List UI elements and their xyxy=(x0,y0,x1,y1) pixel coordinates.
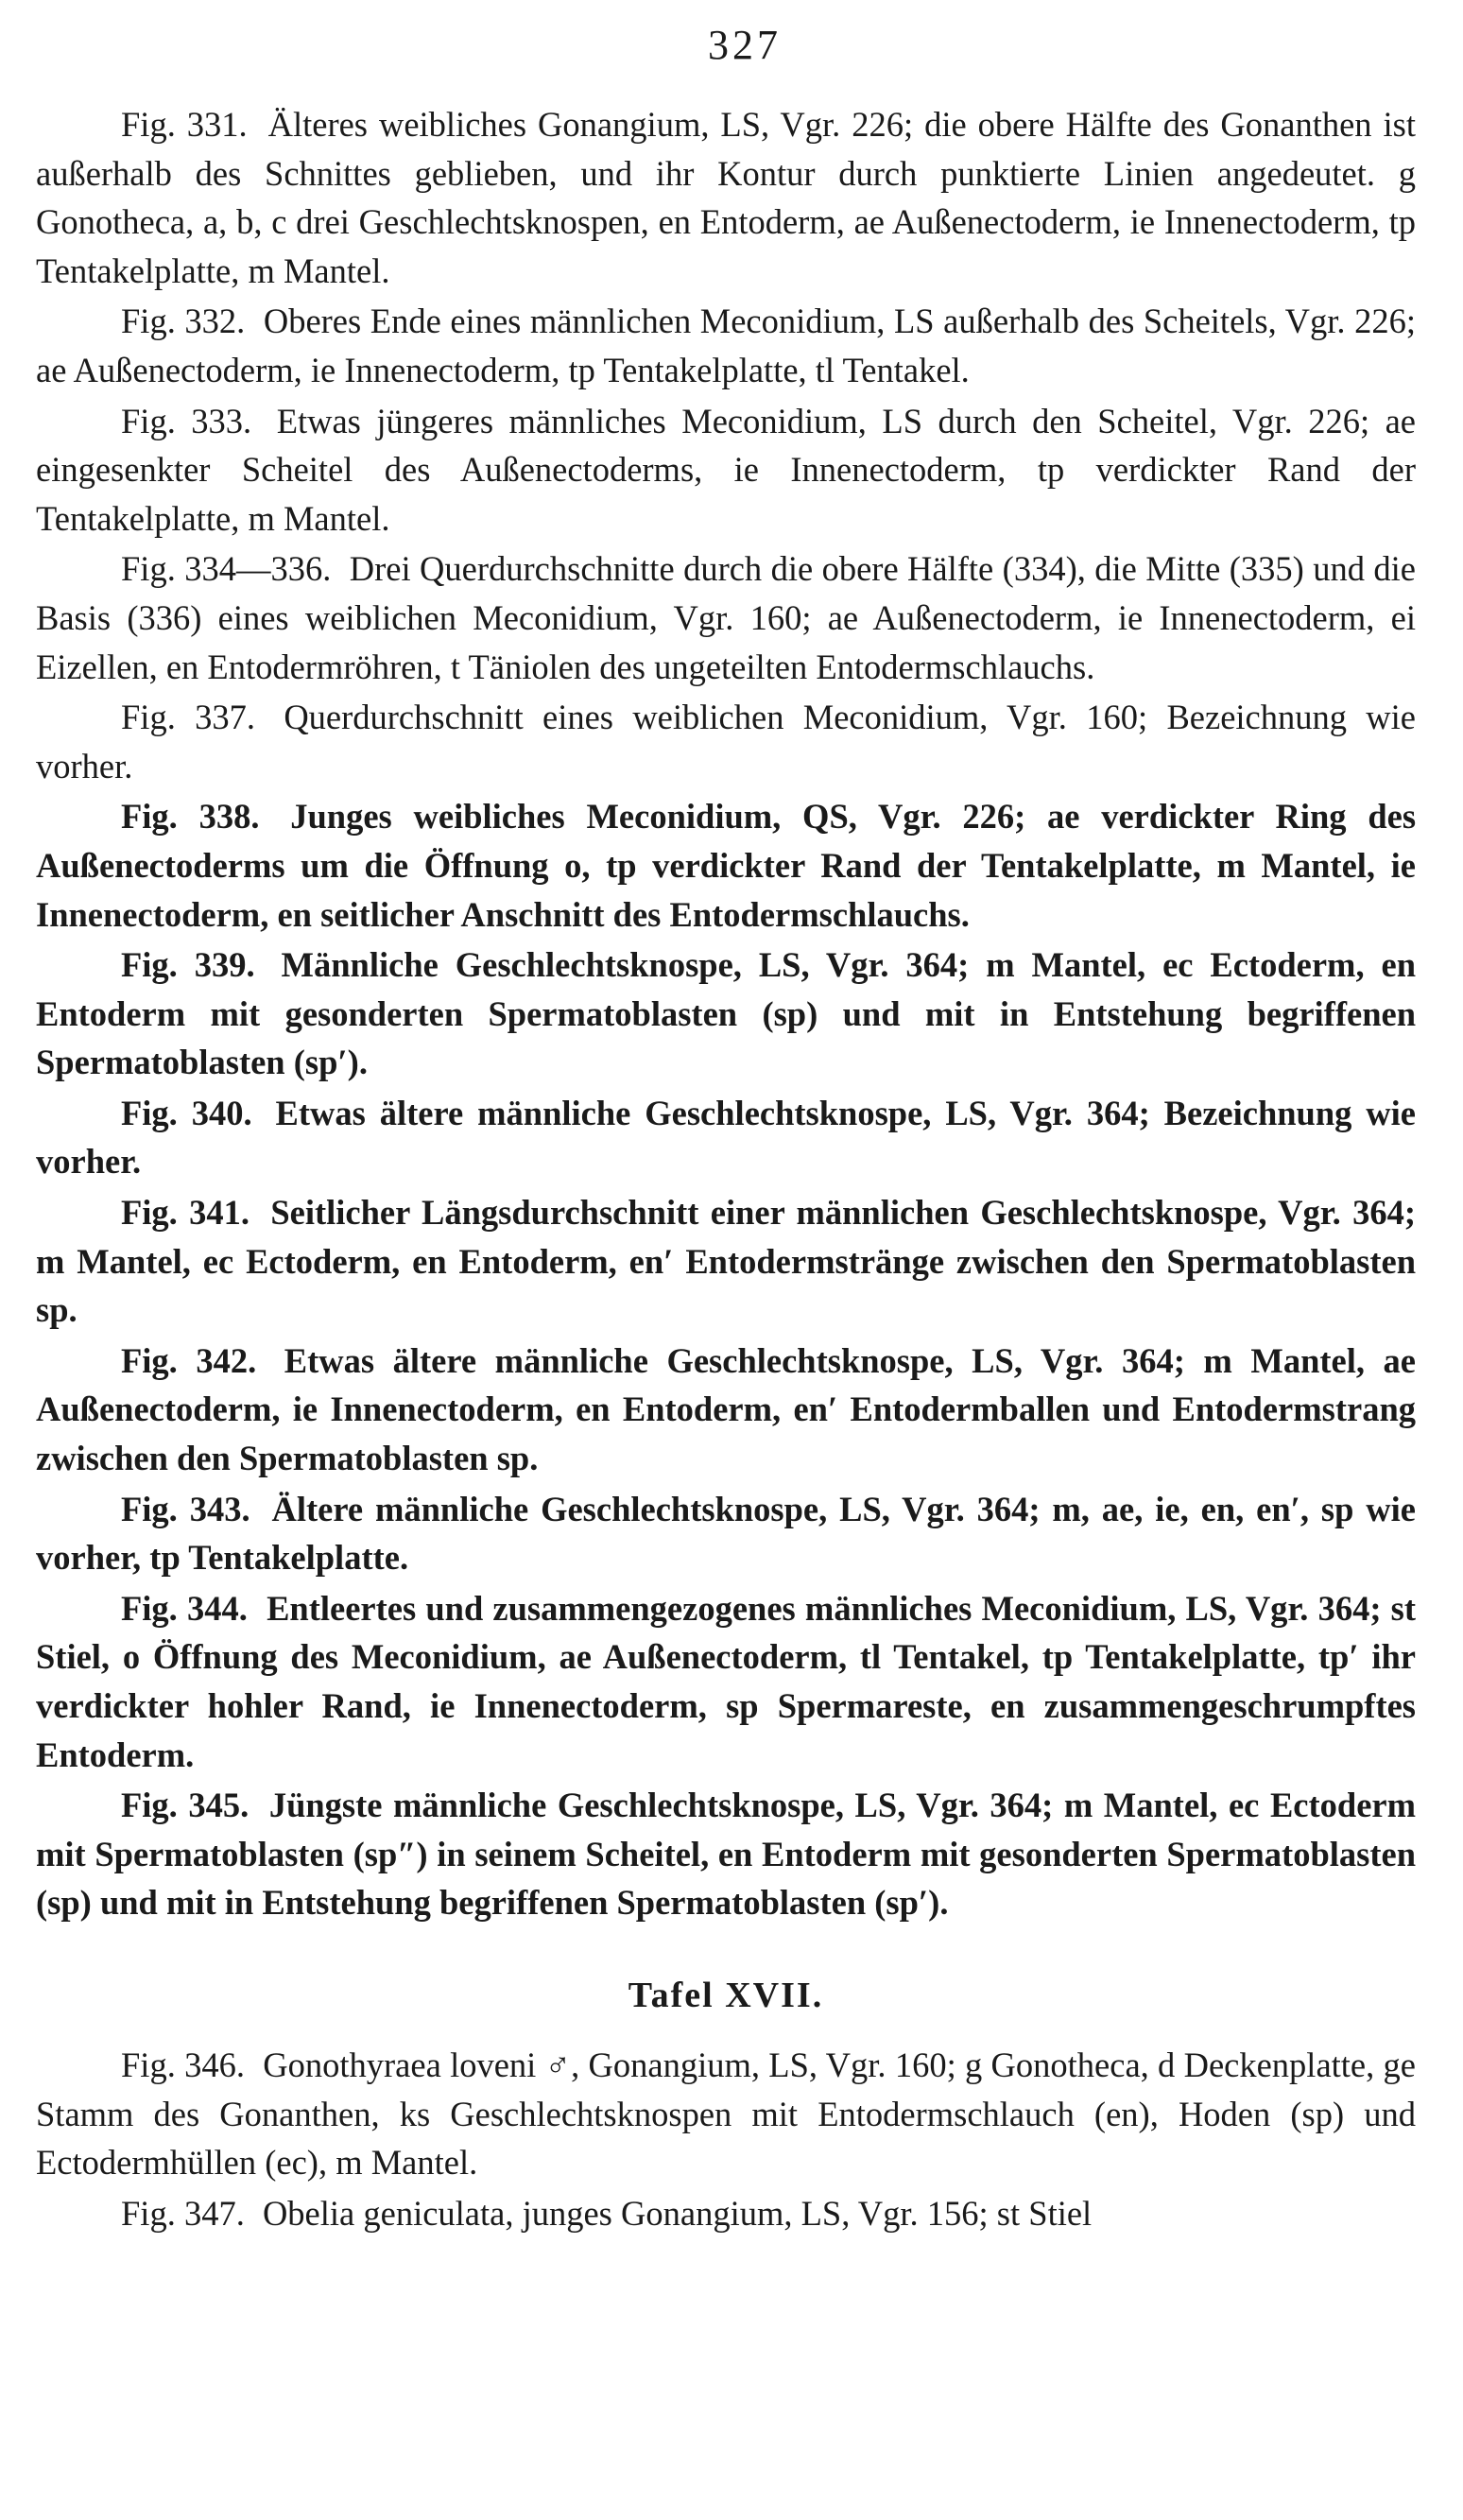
figure-legend-text: Jüngste männliche Geschlechtsknospe, LS, Vgr. 364; m Mantel, ec Ectoderm mit Spermatoblasten (sp″) in seinem Scheitel, en Entoderm mit gesonderten Spermatoblasten (sp) und mit in Entstehung begriffenen Spermatoblasten (sp′). xyxy=(36,1786,1417,1923)
figure-number: Fig. 347. xyxy=(121,2193,245,2233)
figure-number: Fig. 343. xyxy=(121,1489,250,1528)
figure-legend-334-336 xyxy=(36,544,1416,691)
figure-legend-text: Seitlicher Längsdurchschnitt einer männlichen Geschlechtsknospe, Vgr. 364; m Mantel, ec Ectoderm, en Entoderm, en′ Entodermstränge zwischen den Spermatoblasten sp. xyxy=(36,1193,1416,1330)
figure-legend-text: Ältere männliche Geschlechtsknospe, LS, Vgr. 364; m, ae, ie, en, en′, sp wie vorher, tp Tentakelplatte. xyxy=(36,1489,1417,1578)
figure-legend-347 xyxy=(36,2189,1416,2238)
figure-legend-333 xyxy=(36,397,1416,544)
figure-legend-340 xyxy=(36,1089,1416,1186)
figure-legend-text: Entleertes und zusammengezogenes männliches Meconidium, LS, Vgr. 364; st Stiel, o Öffnung des Meconidium, ae Außenectoderm, tl Tentakel, tp Tentakelplatte, tp′ ihr verdickter hohler Rand, ie Innenectoderm, sp Spermareste, en zusammengeschrumpftes Entoderm. xyxy=(36,1588,1417,1774)
figure-number: Fig. 331. xyxy=(121,105,248,144)
figure-legend-text: Gonothyraea loveni ♂, Gonangium, LS, Vgr. 160; g Gonotheca, d Deckenplatte, ge Stamm des Gonanthen, ks Geschlechtsknospen mit Entodermschlauch (en), Hoden (sp) und Ectodermhüllen (ec), m Mantel. xyxy=(36,2045,1416,2183)
figure-number: Fig. 342. xyxy=(121,1340,257,1380)
figure-number: Fig. 341. xyxy=(121,1193,250,1233)
figure-number: Fig. 333. xyxy=(121,401,252,440)
section-heading: Tafel XVII. xyxy=(628,1975,824,2015)
figure-legend-339 xyxy=(36,941,1416,1087)
figure-legend-text: Älteres weibliches Gonangium, LS, Vgr. 226; die obere Hälfte des Gonanthen ist außerhalb des Schnittes geblieben, und ihr Kontur durch punktierte Linien angedeutet. g Gonotheca, a, b, c drei Geschlechtsknospen, en Entoderm, ae Außenectoderm, ie Innenectoderm, tp Tentakelplatte, m Mantel. xyxy=(36,105,1416,290)
figure-number: Fig. 332. xyxy=(121,302,246,341)
figure-number: Fig. 338. xyxy=(121,797,260,837)
figure-legend-337 xyxy=(36,693,1416,790)
figure-legend-list-bold xyxy=(36,792,1416,1927)
figure-legend-list-light xyxy=(36,100,1416,790)
figure-number: Fig. 346. xyxy=(121,2045,245,2084)
figure-legend-text: Querdurchschnitt eines weiblichen Meconidium, Vgr. 160; Bezeichnung wie vorher. xyxy=(36,698,1416,785)
page-number: 327 xyxy=(708,22,782,68)
figure-number: Fig. 344. xyxy=(121,1588,248,1628)
figure-legend-text: Obelia geniculata, junges Gonangium, LS, Vgr. 156; st Stiel xyxy=(262,2193,1093,2233)
figure-legend-331 xyxy=(36,100,1416,295)
figure-legend-341 xyxy=(36,1188,1416,1335)
figure-legend-text: Etwas ältere männliche Geschlechtsknospe, LS, Vgr. 364; Bezeichnung wie vorher. xyxy=(36,1093,1416,1182)
figure-legend-text: Junges weibliches Meconidium, QS, Vgr. 226; ae verdickter Ring des Außenectoderms um die Öffnung o, tp verdickter Rand der Tentakelplatte, m Mantel, ie Innenectoderm, en seitlicher Anschnitt des Entodermschlauchs. xyxy=(36,797,1417,934)
figure-number: Fig. 339. xyxy=(121,945,255,985)
figure-legend-text: Etwas ältere männliche Geschlechtsknospe, LS, Vgr. 364; m Mantel, ae Außenectoderm, ie Innenectoderm, en Entoderm, en′ Entodermballen und Entodermstrang zwischen den Spermatoblasten sp. xyxy=(36,1340,1416,1478)
figure-legend-338 xyxy=(36,792,1416,939)
figure-legend-345 xyxy=(36,1781,1416,1927)
figure-number: Fig. 340. xyxy=(121,1093,252,1132)
figure-number: Fig. 334—336. xyxy=(121,549,332,589)
document-page xyxy=(36,17,1416,2239)
figure-legend-text: Drei Querdurchschnitte durch die obere Hälfte (334), die Mitte (335) und die Basis (336) eines weiblichen Meconidium, Vgr. 160; ae Außenectoderm, ie Innenectoderm, ei Eizellen, en Entodermröhren, t Täniolen des ungeteilten Entodermschlauchs. xyxy=(36,549,1416,686)
figure-legend-332 xyxy=(36,297,1416,394)
figure-number: Fig. 345. xyxy=(121,1786,250,1825)
figure-legend-text: Männliche Geschlechtsknospe, LS, Vgr. 364; m Mantel, ec Ectoderm, en Entoderm mit gesonderten Spermatoblasten (sp) und mit in Entstehung begriffenen Spermatoblasten (sp′). xyxy=(36,945,1416,1082)
figure-legend-text: Etwas jüngeres männliches Meconidium, LS durch den Scheitel, Vgr. 226; ae eingesenkter Scheitel des Außenectoderms, ie Innenectoderm, tp verdickter Rand der Tentakelplatte, m Mantel. xyxy=(36,401,1416,538)
figure-number: Fig. 337. xyxy=(121,698,255,737)
figure-legend-343 xyxy=(36,1485,1416,1582)
figure-legend-text: Oberes Ende eines männlichen Meconidium, LS außerhalb des Scheitels, Vgr. 226; ae Außenectoderm, ie Innenectoderm, tp Tentakelplatte, tl Tentakel. xyxy=(36,302,1416,389)
figure-legend-342 xyxy=(36,1337,1416,1483)
figure-legend-346 xyxy=(36,2041,1416,2187)
figure-legend-344 xyxy=(36,1584,1416,1779)
figure-legend-list-tafel-xvii xyxy=(36,2041,1416,2237)
